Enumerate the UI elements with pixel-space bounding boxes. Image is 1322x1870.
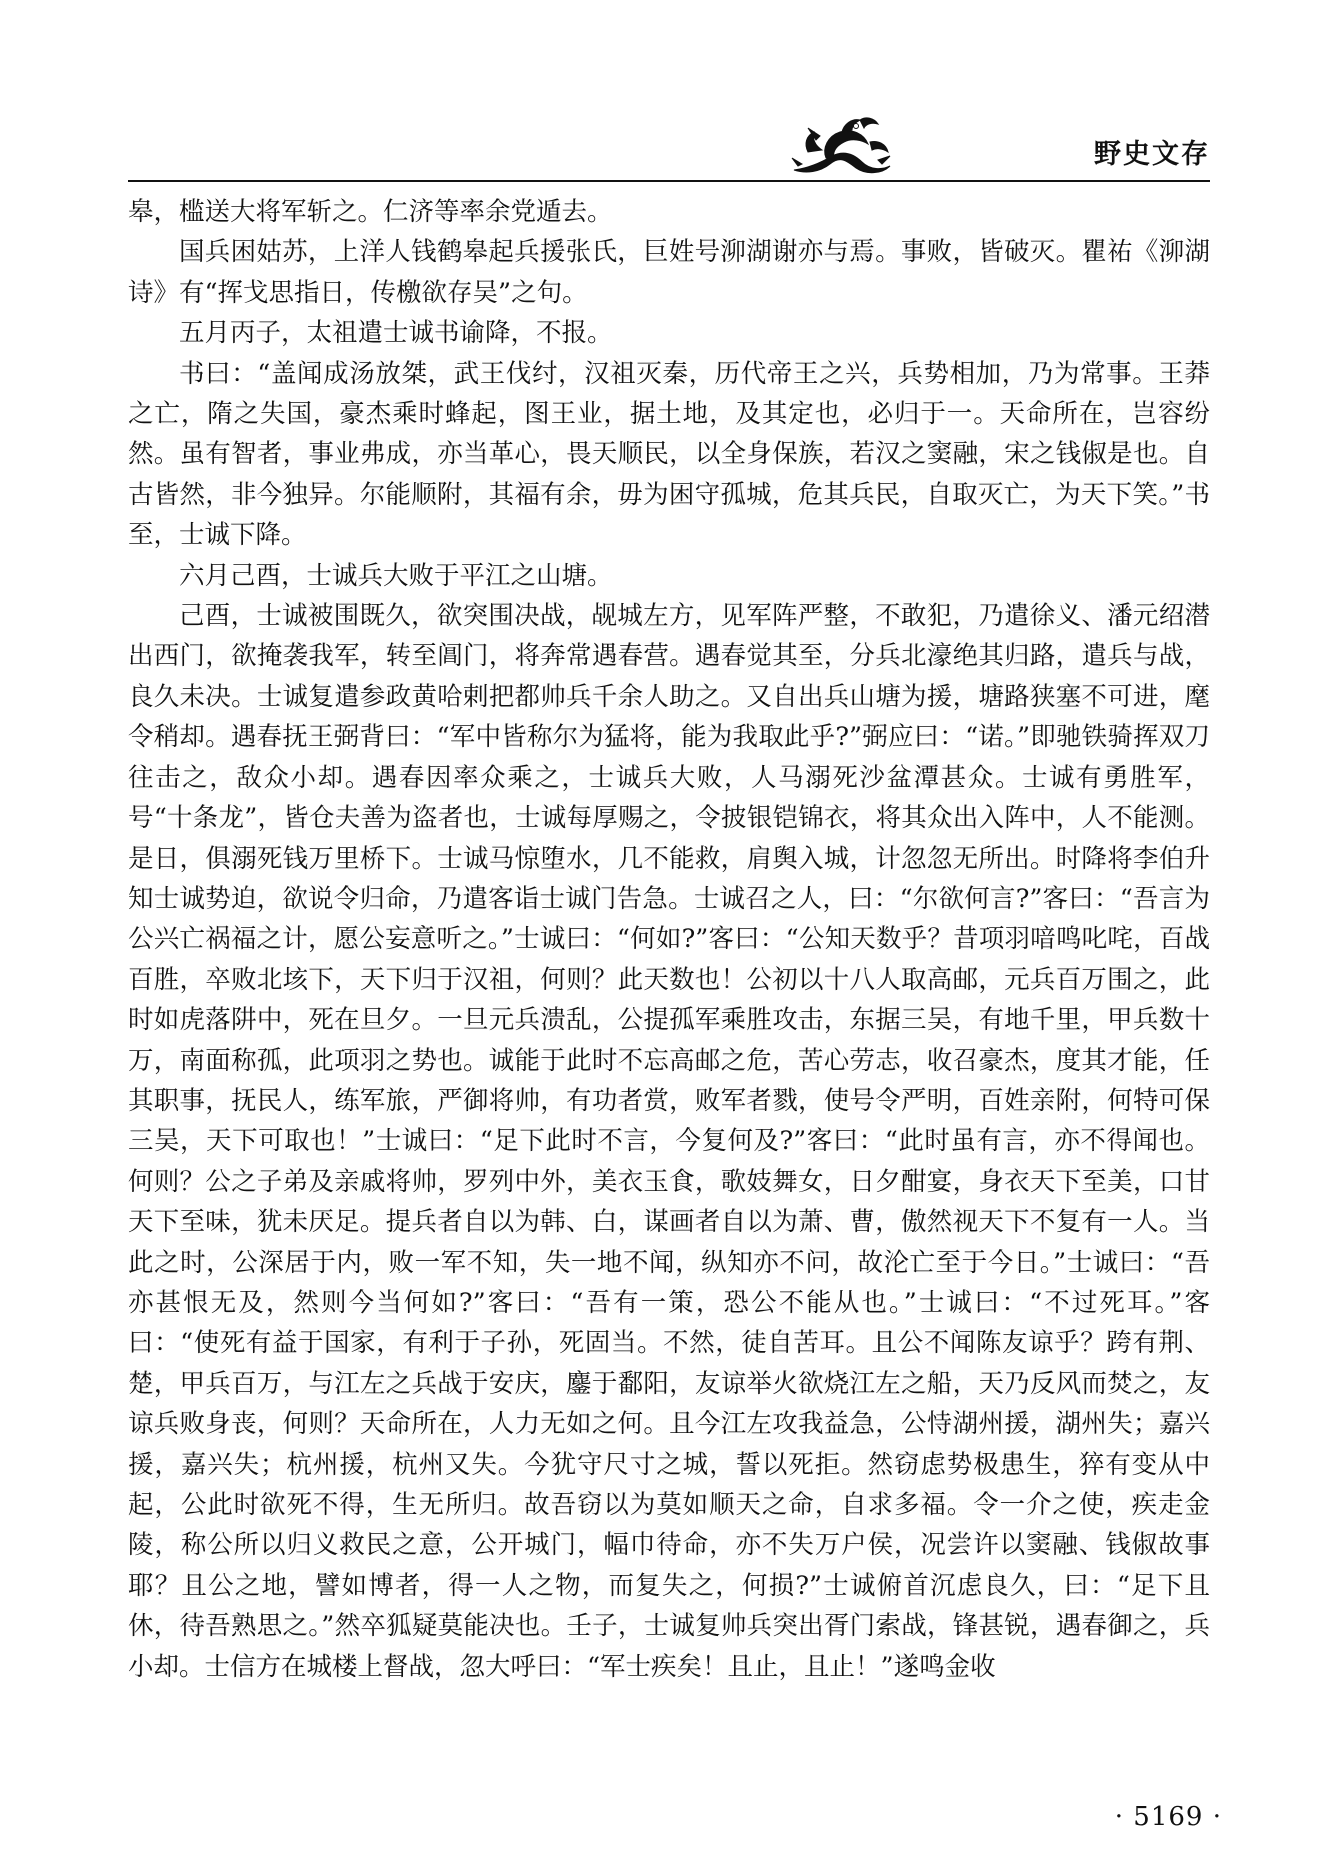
paragraph: 国兵困姑苏，上洋人钱鹤皋起兵援张氏，巨姓号泖湖谢亦与焉。事败，皆破灭。瞿祐《泖湖诗》有“挥戈思指日，传檄欲存吴”之句。 [128,237,1210,308]
header-rule [128,180,1210,182]
paragraph: 书曰：“盖闻成汤放桀，武王伐纣，汉祖灭秦，历代帝王之兴，兵势相加，乃为常事。王莽之亡，隋之失国，豪杰乘时蜂起，图王业，据土地，及其定也，必归于一。天命所在，岂容纷然。虽有智者，事业弗成，亦当革心，畏天顺民，以全身保族，若汉之窦融，宋之钱俶是也。自古皆然，非今独异。尔能顺附，其福有余，毋为困守孤城，危其兵民，自取灭亡，为天下笑。”书至，士诚下降。 [128,358,1210,551]
page-header [128,100,1210,180]
body-text [128,192,1210,1687]
dragon-emblem-icon [786,112,896,182]
paragraph: 五月丙子，太祖遣士诚书谕降，不报。 [179,318,613,349]
running-title: 野史文存 [1094,139,1210,170]
paragraph: 六月己酉，士诚兵大败于平江之山塘。 [179,560,613,591]
page-number: · 5169 · [1114,1802,1222,1832]
paragraph: 皋，槛送大将军斩之。仁济等率余党遁去。 [128,197,613,227]
paragraph: 己酉，士诚被围既久，欲突围决战，觇城左方，见军阵严整，不敢犯，乃遣徐义、潘元绍潜出西门，欲掩袭我军，转至阊门，将奔常遇春营。遇春觉其至，分兵北濠绝其归路，遣兵与战，良久未决。士诚复遣参政黄哈剌把都帅兵千余人助之。又自出兵山塘为援，塘路狭塞不可进，麾令稍却。遇春抚王弼背曰：“军中皆称尔为猛将，能为我取此乎?”弼应曰：“诺。”即驰铁骑挥双刀往击之，敌众小却。遇春因率众乘之，士诚兵大败，人马溺死沙盆潭甚众。士诚有勇胜军，号“十条龙”，皆仓夫善为盗者也，士诚每厚赐之，令披银铠锦衣，将其众出入阵中，人不能测。是日，俱溺死钱万里桥下。士诚马惊堕水，几不能救，肩舆入城，计忽忽无所出。时降将李伯升知士诚势迫，欲说令归命，乃遣客诣士诚门告急。士诚召之人，曰：“尔欲何言?”客曰：“吾言为公兴亡祸福之计，愿公妄意听之。”士诚曰：“何如?”客曰：“公知天数乎？昔项羽喑鸣叱咤，百战百胜，卒败北垓下，天下归于汉祖，何则？此天数也！公初以十八人取高邮，元兵百万围之，此时如虎落阱中，死在旦夕。一旦元兵溃乱，公提孤军乘胜攻击，东据三吴，有地千里，甲兵数十万，南面称孤，此项羽之势也。诚能于此时不忘高邮之危，苦心劳志，收召豪杰，度其才能，任其职事，抚民人，练军旅，严御将帅，有功者赏，败军者戮，使号令严明，百姓亲附，何特可保三吴，天下可取也！”士诚曰：“足下此时不言，今复何及?”客曰：“此时虽有言，亦不得闻也。何则？公之子弟及亲戚将帅，罗列中外，美衣玉食，歌妓舞女，日夕酣宴，身衣天下至美，口甘天下至味，犹未厌足。提兵者自以为韩、白，谋画者自以为萧、曹，傲然视天下不复有一人。当此之时，公深居于内，败一军不知，失一地不闻，纵知亦不问，故沦亡至于今日。”士诚曰：“吾亦甚恨无及，然则今当何如?”客曰：“吾有一策，恐公不能从也。”士诚曰：“不过死耳。”客曰：“使死有益于国家，有利于子孙，死固当。不然，徒自苦耳。且公不闻陈友谅乎？跨有荆、楚，甲兵百万，与江左之兵战于安庆，鏖于鄱阳，友谅举火欲烧江左之船，天乃反风而焚之，友谅兵败身丧，何则？天命所在，人力无如之何。且今江左攻我益急，公恃湖州援，湖州失；嘉兴援，嘉兴失；杭州援，杭州又失。今犹守尺寸之城，誓以死拒。然窃虑势极患生，猝有变从中起，公此时欲死不得，生无所归。故吾窃以为莫如顺天之命，自求多福。令一介之使，疾走金陵，称公所以归义救民之意，公开城门，幅巾待命，亦不失万户侯，况尝许以窦融、钱俶故事耶？且公之地，譬如博者，得一人之物，而复失之，何损?”士诚俯首沉虑良久，曰：“足下且休，待吾熟思之。”然卒狐疑莫能决也。壬子，士诚复帅兵突出胥门索战，锋甚锐，遇春御之，兵小却。士信方在城楼上督战，忽大呼曰：“军士疾矣！且止，且止！”遂鸣金收 [128,601,1210,1682]
